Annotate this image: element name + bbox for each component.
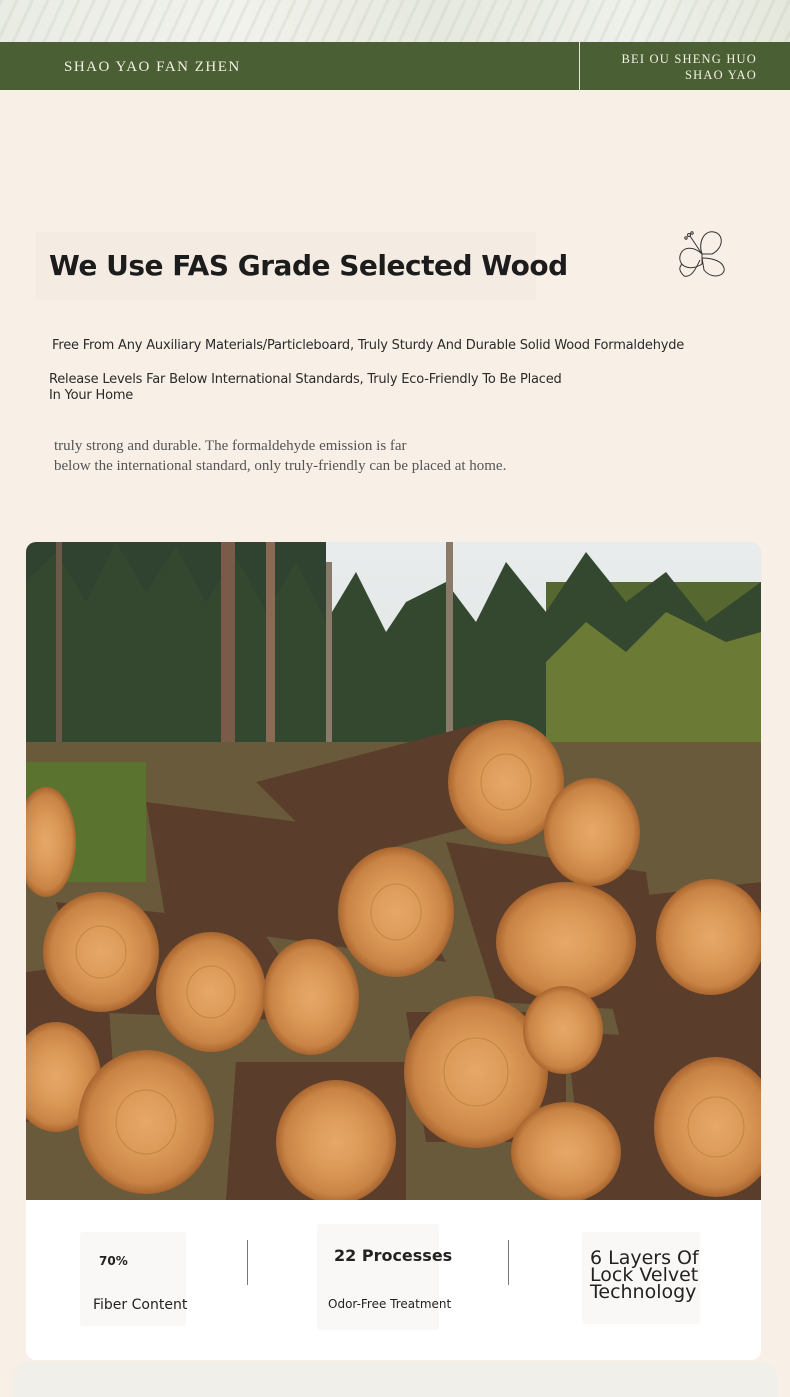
stat-layers-line-3: Technology	[590, 1281, 697, 1303]
stat-separator-1	[247, 1240, 248, 1285]
stat-value-layers	[590, 1247, 720, 1303]
stats-card	[26, 1200, 761, 1360]
stat-backdrop-2	[317, 1224, 439, 1330]
stat-layers-line-1: 6 Layers Of	[590, 1247, 699, 1269]
hibiscus-flower-icon	[672, 224, 732, 284]
brand-name-left: SHAO YAO FAN ZHEN	[64, 59, 241, 75]
log-pile-photo	[26, 542, 761, 1200]
brand-right-line2: SHAO YAO	[685, 68, 757, 82]
stat-layers-line-2: Lock Velvet	[590, 1264, 699, 1286]
intro-serif-text	[54, 436, 574, 476]
log-pile-illustration	[26, 542, 761, 1200]
stat-value-fiber: 70%	[99, 1254, 128, 1268]
top-decorative-strip	[0, 0, 790, 42]
stat-value-processes: 22 Processes	[334, 1246, 453, 1265]
brand-right-line1: BEI OU SHENG HUO	[621, 52, 757, 66]
brand-bar	[0, 42, 790, 90]
serif-line-1: truly strong and durable. The formaldehyde emission is far	[54, 438, 407, 454]
brand-name-right	[621, 51, 757, 83]
intro-line-1: Free From Any Auxiliary Materials/Particleboard, Truly Sturdy And Durable Solid Wood Formaldehyde	[52, 338, 685, 353]
stat-label-processes: Odor-Free Treatment	[328, 1297, 452, 1311]
next-section-edge	[12, 1362, 778, 1397]
stat-label-fiber: Fiber Content	[93, 1297, 188, 1313]
stat-separator-2	[508, 1240, 509, 1285]
page-title: We Use FAS Grade Selected Wood	[49, 249, 568, 282]
serif-line-2: below the international standard, only truly-friendly can be placed at home.	[54, 458, 507, 474]
brand-divider	[579, 42, 580, 90]
intro-line-2: Release Levels Far Below International Standards, Truly Eco-Friendly To Be Placed In Your Home	[49, 372, 562, 403]
